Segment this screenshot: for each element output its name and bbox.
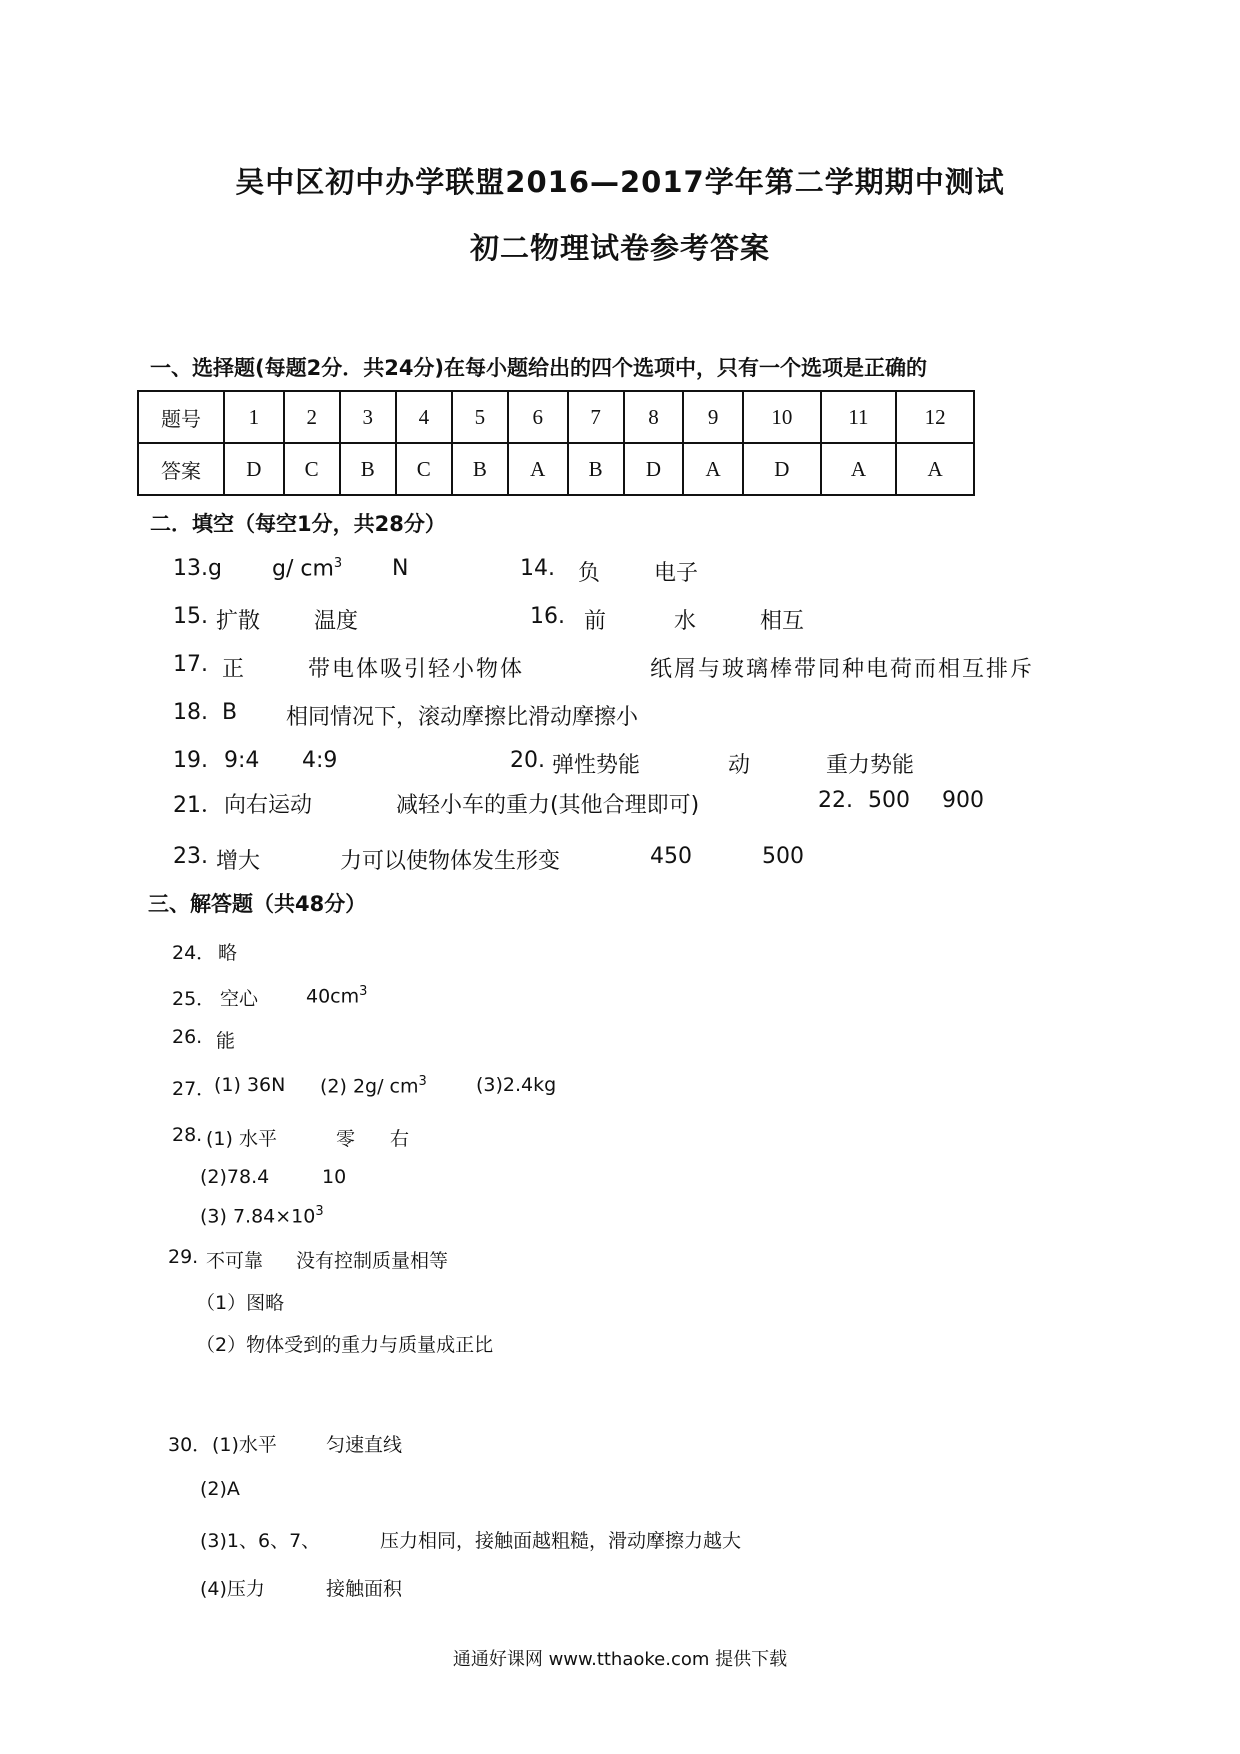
question-number: 14. (520, 556, 555, 581)
answer-text: (4)压力 (200, 1578, 265, 1600)
answer-text: 电子 (654, 561, 699, 586)
answer-text: 增大 (216, 849, 261, 874)
answer-text: 负 (578, 561, 601, 586)
footer-source: 通通好课网 www.tthaoke.com 提供下载 (452, 1649, 788, 1670)
answer-text: N (392, 556, 409, 581)
answer-text: 500 (762, 844, 804, 869)
table-cell: 8 (624, 391, 684, 443)
section-choice-heading: 一、选择题(每题2分．共24分)在每小题给出的四个选项中，只有一个选项是正确的 (150, 356, 928, 380)
answer-text: 相互 (760, 609, 805, 634)
answer-line-30-3 (0, 1526, 1240, 1554)
answer-line-28-3 (0, 1204, 1240, 1232)
question-number: 20. (510, 748, 545, 773)
answer-line-30 (0, 1430, 1240, 1458)
answer-text: 纸屑与玻璃棒带同种电荷而相互排斥 (650, 657, 1035, 682)
document-title: 吴中区初中办学联盟2016—2017学年第二学期期中测试 (235, 165, 1005, 199)
answer-text: 带电体吸引轻小物体 (308, 657, 525, 682)
answer-line-28-2 (0, 1166, 1240, 1194)
answer-line-15-16 (0, 604, 1240, 634)
question-number: 22. (818, 788, 853, 813)
answer-line-26 (0, 1026, 1240, 1054)
answer-text: 没有控制质量相等 (296, 1250, 449, 1272)
answer-text: 压力相同，接触面越粗糙，滑动摩擦力越大 (380, 1530, 742, 1552)
table-row-answers (138, 443, 974, 495)
answer-line-21-22 (0, 788, 1240, 818)
question-number: 30． (168, 1434, 212, 1456)
question-number: 28. (172, 1124, 203, 1146)
answer-text: 略 (218, 942, 238, 964)
table-cell: B (568, 443, 624, 495)
table-cell: 6 (508, 391, 568, 443)
answer-text: 弹性势能 (552, 753, 641, 778)
answer-text: 10 (322, 1166, 347, 1188)
answer-text: 450 (650, 844, 692, 869)
section-fill-heading: 二．填空（每空1分，共28分） (150, 512, 446, 536)
question-number: 27． (172, 1078, 216, 1100)
answer-text: 前 (584, 609, 607, 634)
table-cell: C (284, 443, 340, 495)
answer-table (137, 390, 975, 496)
answer-text: 零 (336, 1128, 356, 1150)
answer-text: 重力势能 (826, 753, 915, 778)
answer-text: (2) 2g/ $cm^3$ (320, 1074, 427, 1098)
question-number: 17. (173, 652, 208, 677)
row-head-number: 题号 (138, 391, 224, 443)
question-number: 24． (172, 942, 216, 964)
answer-line-17 (0, 652, 1240, 682)
question-number: 21． (173, 793, 223, 818)
answer-text: 温度 (314, 609, 359, 634)
table-cell: 3 (340, 391, 396, 443)
answer-text: (3) $7.84\times 10^3$ (200, 1204, 324, 1228)
answer-text: 减轻小车的重力(其他合理即可) (396, 793, 700, 818)
question-number: 25． (172, 988, 216, 1010)
table-cell: B (340, 443, 396, 495)
answer-text: （2）物体受到的重力与质量成正比 (196, 1334, 494, 1356)
answer-text: B (222, 700, 238, 725)
answer-text: 向右运动 (224, 793, 313, 818)
answer-text: (3)1、6、7、 (200, 1530, 321, 1552)
answer-line-29-2 (0, 1288, 1240, 1316)
answer-line-24 (0, 938, 1240, 966)
answer-text: 500 (868, 788, 910, 813)
answer-text: (1)水平 (212, 1434, 277, 1456)
table-cell: D (224, 443, 284, 495)
table-cell: 11 (821, 391, 896, 443)
table-cell: 4 (396, 391, 452, 443)
question-number: 23. (173, 844, 208, 869)
answer-text: 动 (728, 753, 751, 778)
answer-line-29-3 (0, 1330, 1240, 1358)
answer-text: 能 (216, 1030, 236, 1052)
answer-text: (3)2.4kg (476, 1074, 557, 1096)
answer-text: 相同情况下，滚动摩擦比滑动摩擦小 (286, 705, 639, 730)
table-cell: A (683, 443, 743, 495)
table-cell: B (452, 443, 508, 495)
answer-line-27 (0, 1074, 1240, 1102)
table-row-numbers (138, 391, 974, 443)
table-cell: A (508, 443, 568, 495)
answer-text: 9:4 (224, 748, 260, 773)
answer-text: $40cm^3$ (306, 984, 368, 1008)
answer-line-13-14 (0, 556, 1240, 586)
answer-text: 空心 (220, 988, 259, 1010)
answer-line-18 (0, 700, 1240, 730)
answer-line-30-4 (0, 1574, 1240, 1602)
table-cell: A (896, 443, 974, 495)
answer-text: 水 (674, 609, 697, 634)
answer-line-29 (0, 1246, 1240, 1274)
answer-line-25 (0, 984, 1240, 1012)
document-subtitle: 初二物理试卷参考答案 (469, 231, 770, 265)
table-cell: 2 (284, 391, 340, 443)
answer-text: 不可靠 (206, 1250, 264, 1272)
answer-text: 右 (390, 1128, 410, 1150)
answer-text: 正 (222, 657, 245, 682)
answer-text: 匀速直线 (326, 1434, 403, 1456)
answer-line-23 (0, 844, 1240, 874)
answer-text: 900 (942, 788, 984, 813)
answer-text: 接触面积 (326, 1578, 403, 1600)
section-solution-heading: 三、解答题（共48分） (148, 892, 367, 916)
table-cell: A (821, 443, 896, 495)
question-number: 19. (173, 748, 208, 773)
answer-text: 扩散 (216, 609, 261, 634)
answer-line-30-2 (0, 1478, 1240, 1506)
answer-text: g/ $cm^3$ (272, 556, 343, 582)
table-cell: 1 (224, 391, 284, 443)
table-cell: 7 (568, 391, 624, 443)
answer-text: (2)78.4 (200, 1166, 270, 1188)
table-cell: 5 (452, 391, 508, 443)
question-number: 26. (172, 1026, 203, 1048)
table-cell: 9 (683, 391, 743, 443)
table-cell: D (624, 443, 684, 495)
question-number: 29. (168, 1246, 199, 1268)
answer-text: 力可以使物体发生形变 (340, 849, 561, 874)
answer-text: 4:9 (302, 748, 338, 773)
question-number: 18. (173, 700, 208, 725)
table-cell: 10 (743, 391, 821, 443)
table-cell: D (743, 443, 821, 495)
answer-text: (2)A (200, 1478, 240, 1500)
table-cell: C (396, 443, 452, 495)
question-number: 15. (173, 604, 208, 629)
answer-line-28 (0, 1124, 1240, 1152)
table-cell: 12 (896, 391, 974, 443)
question-number: 13. (173, 556, 208, 581)
answer-text: （1）图略 (196, 1292, 285, 1314)
answer-text: (1) 水平 (206, 1128, 277, 1150)
answer-line-19-20 (0, 748, 1240, 778)
row-head-answer: 答案 (138, 443, 224, 495)
answer-text: (1) 36N (214, 1074, 286, 1096)
question-number: 16. (530, 604, 565, 629)
answer-text: g (208, 556, 222, 581)
